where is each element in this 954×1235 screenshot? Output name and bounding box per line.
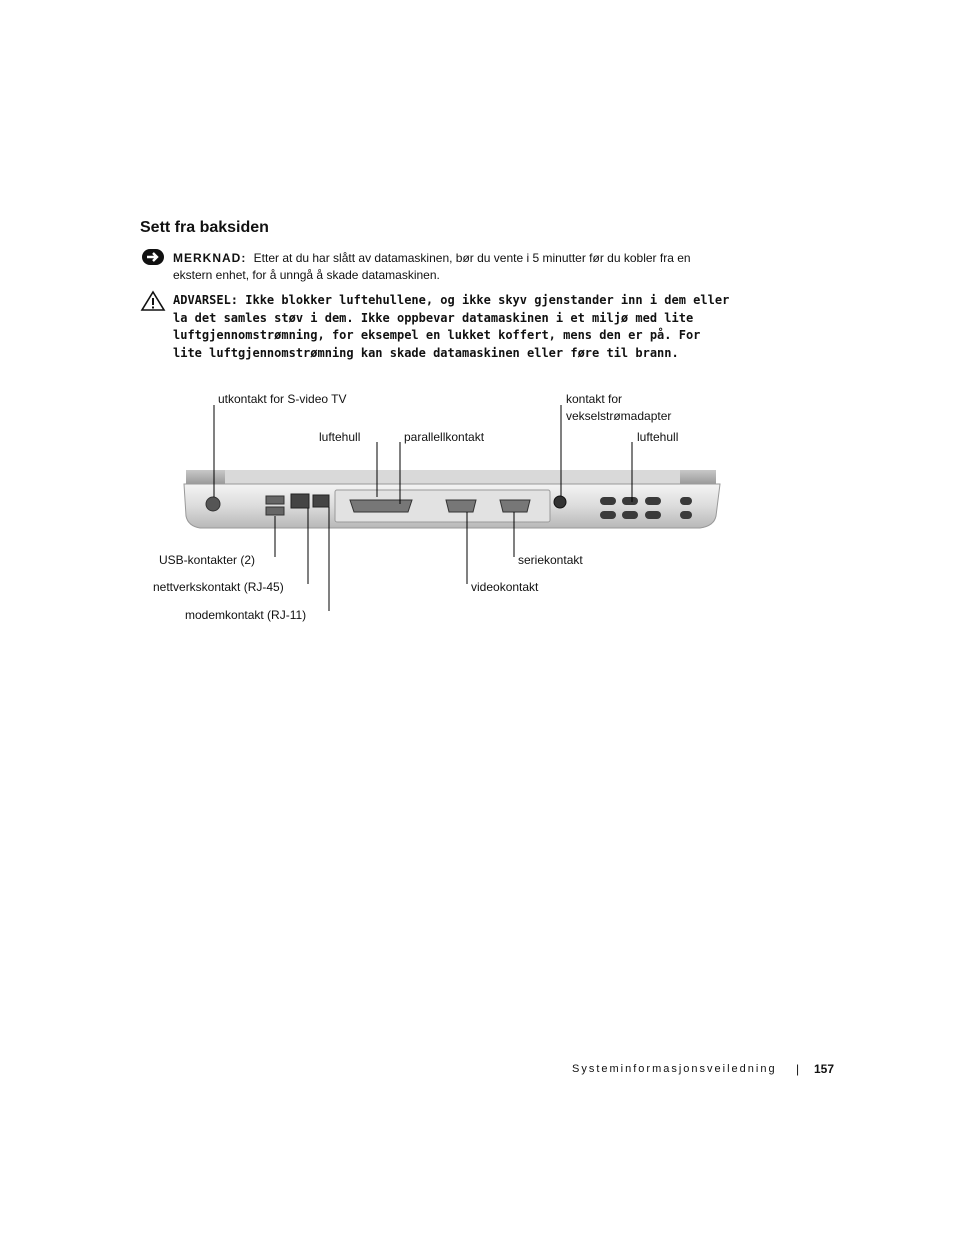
callout-serial: seriekontakt xyxy=(518,553,583,567)
page-number: 157 xyxy=(814,1062,835,1076)
video-port xyxy=(446,500,476,512)
usb-port-2 xyxy=(266,507,284,515)
callout-video: videokontakt xyxy=(471,580,539,594)
callout-svideo: utkontakt for S-video TV xyxy=(218,392,347,406)
battery-edge xyxy=(225,470,680,484)
rj11-port xyxy=(313,495,329,507)
usb-port-1 xyxy=(266,496,284,504)
ac-adapter-port xyxy=(554,496,566,508)
callout-vent-left: luftehull xyxy=(319,430,361,444)
footer-title: Systeminformasjonsveiledning xyxy=(572,1063,777,1075)
callout-parallel: parallellkontakt xyxy=(404,430,485,444)
warning-text: ADVARSEL: Ikke blokker luftehullene, og ikke skyv gjenstander inn i dem eller la det samles støv i dem. Ikke oppbevar datamaskinen i et miljø med lite luftgjennomstrømning, for eksempel en lukket koffert, mens den er på. For lite luftgjennomstrømning kan skade datamaskinen eller føre til brann. xyxy=(173,293,730,360)
callout-network: nettverkskontakt (RJ-45) xyxy=(153,580,284,594)
notice-body: Etter at du har slått av datamaskinen, bør du vente i 5 minutter før du kobler fra en ekstern enhet, for å unngå å skade datamaskinen. xyxy=(173,251,691,282)
callout-vent-right: luftehull xyxy=(637,430,679,444)
callout-usb: USB-kontakter (2) xyxy=(159,553,256,567)
svideo-port xyxy=(206,497,220,511)
callout-modem: modemkontakt (RJ-11) xyxy=(185,608,307,622)
serial-port xyxy=(500,500,530,512)
rj45-port xyxy=(291,494,309,508)
callout-ac-adapter-line1: kontakt for xyxy=(566,392,623,406)
section-title: Sett fra baksiden xyxy=(140,219,269,236)
notice-label: MERKNAD: xyxy=(173,251,247,265)
callout-ac-adapter-line2: vekselstrømadapter xyxy=(566,409,672,423)
parallel-port xyxy=(350,500,412,512)
footer-separator: | xyxy=(796,1062,800,1076)
